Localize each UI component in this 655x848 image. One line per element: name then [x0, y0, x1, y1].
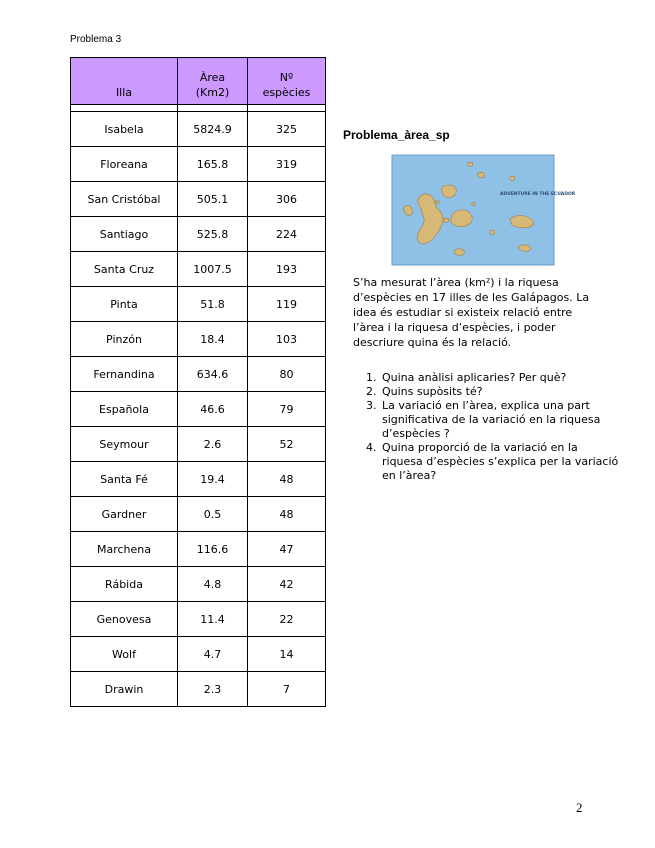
- map-island-genovesa: [510, 176, 515, 180]
- species-area-table: [70, 57, 326, 707]
- cell-species: 79: [248, 392, 326, 427]
- cell-species: 42: [248, 567, 326, 602]
- cell-island: Española: [71, 392, 178, 427]
- cell-area: 18.4: [178, 322, 248, 357]
- header-species: Nº espècies: [248, 58, 326, 105]
- question-item: 4. Quina proporció de la variació en la riquesa d’espècies s’explica per la variació en l’àrea?: [380, 441, 620, 483]
- map-island-seymour: [472, 203, 476, 206]
- question-list: [360, 371, 620, 483]
- page-number: 2: [576, 800, 583, 815]
- cell-island: Genovesa: [71, 602, 178, 637]
- cell-species: 103: [248, 322, 326, 357]
- table-row: [71, 532, 326, 567]
- map-island-santiago: [442, 185, 456, 198]
- table-row: [71, 567, 326, 602]
- cell-island: Rábida: [71, 567, 178, 602]
- table-row: [71, 147, 326, 182]
- cell-species: 80: [248, 357, 326, 392]
- map-caption: ADVENTURE IN THE ECUADOR: [500, 192, 576, 197]
- cell-species: 193: [248, 252, 326, 287]
- cell-species: 47: [248, 532, 326, 567]
- galapagos-map: [392, 155, 576, 265]
- cell-area: 46.6: [178, 392, 248, 427]
- table-row: [71, 637, 326, 672]
- cell-island: Marchena: [71, 532, 178, 567]
- cell-species: 48: [248, 497, 326, 532]
- cell-island: Drawin: [71, 672, 178, 707]
- cell-species: 48: [248, 462, 326, 497]
- table-row: [71, 217, 326, 252]
- problem-description: S’ha mesurat l’àrea (km²) i la riquesa d’espècies en 17 illes de les Galápagos. La idea és estudiar si existeix relació entre l’àrea i la riquesa d’espècies, i poder descriure quina és la relació.: [353, 276, 590, 349]
- cell-species: 22: [248, 602, 326, 637]
- cell-area: 2.3: [178, 672, 248, 707]
- cell-area: 525.8: [178, 217, 248, 252]
- table-body: [71, 105, 326, 707]
- cell-species: 306: [248, 182, 326, 217]
- cell-island: Pinzón: [71, 322, 178, 357]
- cell-species: 325: [248, 112, 326, 147]
- cell-area: 1007.5: [178, 252, 248, 287]
- cell-area: 165.8: [178, 147, 248, 182]
- table-row: [71, 287, 326, 322]
- map-island-marchena: [478, 172, 485, 178]
- cell-area: 505.1: [178, 182, 248, 217]
- cell-island: Santa Fé: [71, 462, 178, 497]
- table-spacer-row: [71, 105, 326, 112]
- header-island: Illa: [71, 58, 178, 105]
- table-row: [71, 602, 326, 637]
- cell-species: 319: [248, 147, 326, 182]
- cell-area: 2.6: [178, 427, 248, 462]
- question-item: 3. La variació en l’àrea, explica una part significativa de la variació en la riquesa d’espècies ?: [380, 399, 620, 441]
- table-row: [71, 112, 326, 147]
- table-row: [71, 252, 326, 287]
- table-header-row: [71, 58, 326, 105]
- cell-area: 116.6: [178, 532, 248, 567]
- table-row: [71, 357, 326, 392]
- cell-species: 224: [248, 217, 326, 252]
- cell-area: 4.7: [178, 637, 248, 672]
- map-island-pinzon: [444, 218, 449, 222]
- cell-area: 4.8: [178, 567, 248, 602]
- cell-island: Floreana: [71, 147, 178, 182]
- table-row: [71, 427, 326, 462]
- cell-island: Wolf: [71, 637, 178, 672]
- cell-island: Santiago: [71, 217, 178, 252]
- cell-island: Isabela: [71, 112, 178, 147]
- problem-title: Problema_àrea_sp: [343, 128, 450, 142]
- map-island-floreana: [454, 249, 464, 256]
- cell-area: 11.4: [178, 602, 248, 637]
- cell-island: San Cristóbal: [71, 182, 178, 217]
- cell-species: 14: [248, 637, 326, 672]
- cell-area: 5824.9: [178, 112, 248, 147]
- table-row: [71, 462, 326, 497]
- table-row: [71, 497, 326, 532]
- cell-area: 0.5: [178, 497, 248, 532]
- cell-species: 7: [248, 672, 326, 707]
- question-item: 2. Quins supòsits té?: [380, 385, 620, 399]
- cell-island: Santa Cruz: [71, 252, 178, 287]
- cell-island: Seymour: [71, 427, 178, 462]
- question-item: 1. Quina anàlisi aplicaries? Per què?: [380, 371, 620, 385]
- cell-area: 634.6: [178, 357, 248, 392]
- problem-label: Problema 3: [70, 34, 122, 45]
- cell-island: Fernandina: [71, 357, 178, 392]
- cell-species: 119: [248, 287, 326, 322]
- map-island-rabida: [436, 201, 440, 204]
- table-row: [71, 392, 326, 427]
- cell-area: 19.4: [178, 462, 248, 497]
- table-row: [71, 182, 326, 217]
- map-island-pinta: [468, 162, 473, 166]
- cell-island: Gardner: [71, 497, 178, 532]
- cell-island: Pinta: [71, 287, 178, 322]
- table-row: [71, 322, 326, 357]
- header-area: Àrea (Km2): [178, 58, 248, 105]
- map-island-santa-fe: [490, 230, 495, 234]
- table-row: [71, 672, 326, 707]
- cell-species: 52: [248, 427, 326, 462]
- cell-area: 51.8: [178, 287, 248, 322]
